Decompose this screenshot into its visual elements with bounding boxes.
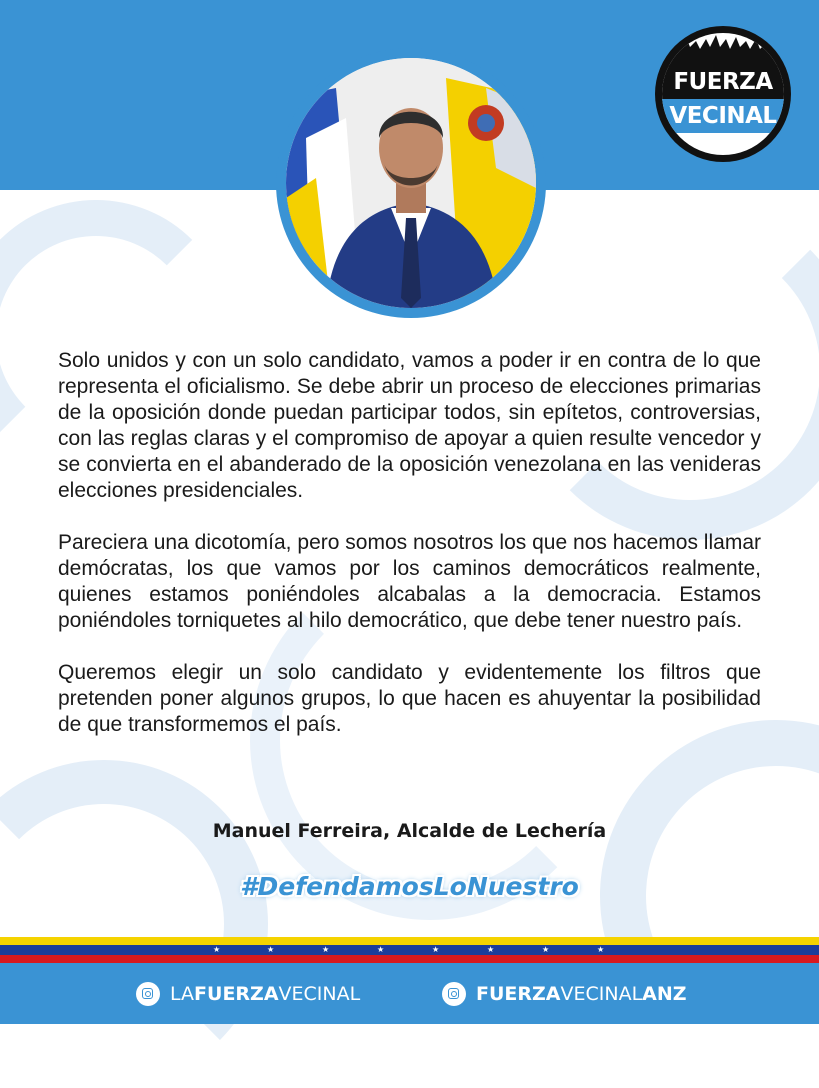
social-handle-left[interactable] [136, 980, 360, 1008]
star-icon: ★ [213, 945, 221, 954]
paragraph: Queremos elegir un solo candidato y evidentemente los filtros que pretenden poner algunos grupos, lo que hacen es ahuyentar la posibilidad de que transformemos el país. [58, 661, 761, 736]
star-icon: ★ [322, 945, 330, 954]
handle-suffix: VECINAL [278, 983, 361, 1005]
logo-line-1: FUERZA [662, 65, 784, 99]
handle-suffix: ANZ [642, 983, 687, 1005]
venezuela-flag-stripe [0, 937, 819, 963]
flag-yellow-stripe [0, 937, 819, 945]
handle-thin: VECINAL [560, 983, 643, 1005]
signature: Manuel Ferreira, Alcalde de Lechería [212, 820, 607, 842]
footer-bar [0, 963, 819, 1024]
star-icon: ★ [487, 945, 495, 954]
portrait-illustration [286, 58, 536, 308]
social-handle-right[interactable] [442, 980, 687, 1008]
star-icon: ★ [267, 945, 275, 954]
portrait-photo [286, 58, 536, 308]
fuerza-vecinal-logo [655, 26, 791, 162]
bg-swirl [0, 760, 268, 1088]
crowd-icon [662, 33, 784, 67]
statement-text [58, 348, 761, 764]
instagram-icon [136, 982, 160, 1006]
paragraph: Solo unidos y con un solo candidato, vamos a poder ir en contra de lo que representa el oficialismo. Se debe abrir un proceso de elecciones primarias de la oposición donde puedan participar todos, sin epítetos, controversias, con las reglas claras y el compromiso de apoyar a quien resulte vencedor y se convierta en el abanderado de la oposición venezolana en las venideras elecciones presidenciales. [58, 349, 761, 502]
handle-prefix: LA [170, 983, 195, 1005]
handle-bold: FUERZA [194, 983, 279, 1005]
flag-blue-stripe [0, 945, 819, 955]
star-icon: ★ [377, 945, 385, 954]
handle-bold: FUERZA [476, 983, 561, 1005]
logo-inner [662, 33, 784, 155]
flag-red-stripe [0, 955, 819, 963]
paragraph: Pareciera una dicotomía, pero somos nosotros los que nos hacemos llamar demócratas, los que vamos por los caminos democráticos realmente, quienes estamos poniéndoles alcabalas a la democracia. Estamos poniéndoles torniquetes al hilo democrático, que debe tener nuestro país. [58, 531, 761, 632]
star-icon: ★ [597, 945, 605, 954]
hashtag: #DefendamosLoNuestro [240, 872, 579, 901]
star-icon: ★ [432, 945, 440, 954]
star-icon: ★ [542, 945, 550, 954]
instagram-icon [442, 982, 466, 1006]
logo-line-2: VECINAL [662, 99, 784, 133]
